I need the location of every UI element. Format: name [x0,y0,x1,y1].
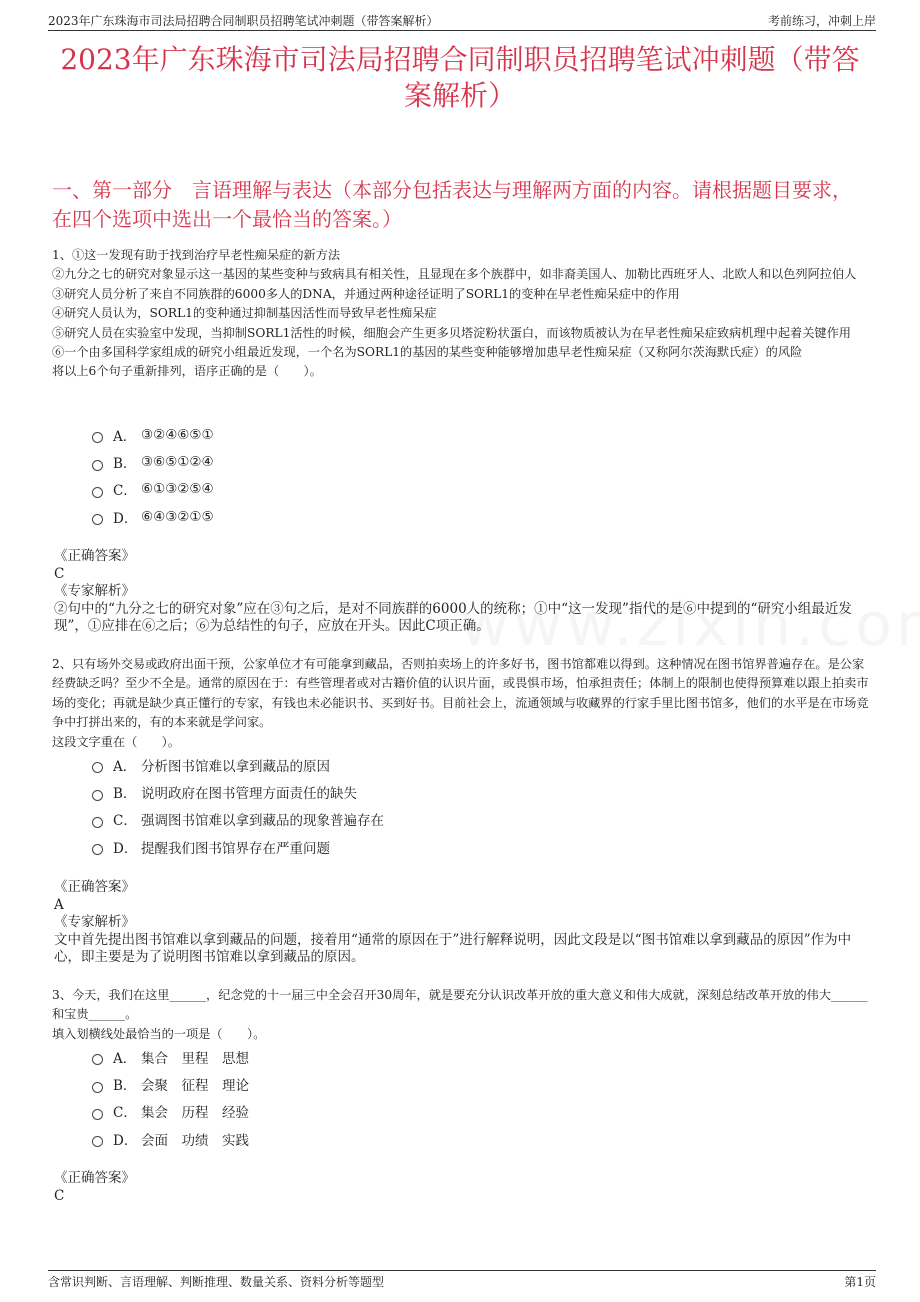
header-doc-title: 2023年广东珠海市司法局招聘合同制职员招聘笔试冲刺题（带答案解析） [48,14,439,28]
question-line: ③研究人员分析了来自不同族群的6000多人的DNA，并通过两种途径证明了SORL1的变种在早老性痴呆症中的作用 [52,286,680,301]
analysis-label: 《专家解析》 [54,914,135,931]
question-1-answer [54,548,872,636]
answer-label: 《正确答案》 [54,548,135,564]
question-line: 2、只有场外交易或政府出面干预，公家单位才有可能拿到藏品，否则拍卖场上的许多好书，图书馆都难以得到。这种情况在图书馆界普遍存在。是公家经费缺乏吗？至少不全是。通常的原因在于：有些管理者或对古籍价值的认识片面，或畏惧市场，怕承担责任；体制上的限制也使得预算难以跟上拍卖市场的变化；再就是缺少真正懂行的专家，有钱也未必能识书、买到好书。目前社会上，流通领域与收藏界的行家手里比图书馆多，他们的水平是在市场竞争中打拼出来的，有的本来就是学问家。 [52,657,869,730]
option-a[interactable]: A． ③②④⑥⑤① [92,421,214,448]
question-line: 将以上6个句子重新排列，语序正确的是（ ）。 [52,364,322,379]
option-b[interactable]: B． 会聚 征程 理论 [92,1070,249,1097]
option-a[interactable]: A． 集合 里程 思想 [92,1043,249,1070]
question-line: 这段文字重在（ ）。 [52,734,180,749]
section-heading: 一、第一部分 言语理解与表达（本部分包括表达与理解两方面的内容。请根据题目要求，在四个选项中选出一个最恰当的答案。） [52,178,852,231]
radio-icon[interactable] [92,460,103,471]
page-header [48,10,876,31]
radio-icon[interactable] [92,432,103,443]
analysis-text: ②句中的“九分之七的研究对象”应在③句之后，是对不同族群的6000人的统称；①中“这一发现”指代的是⑥中提到的“研究小组最近发现”，①应排在⑥之后；⑥为总结性的句子，应放在开头。因此C项正确。 [54,600,852,635]
option-c[interactable]: C． 集会 历程 经验 [92,1098,249,1125]
radio-icon[interactable] [92,1082,103,1093]
answer-label: 《正确答案》 [54,879,135,895]
option-d[interactable]: D． 会面 功绩 实践 [92,1125,249,1152]
question-line: 3、今天，我们在这里______，纪念党的十一届三中全会召开30周年，就是要充分认识改革开放的重大意义和伟大成就，深刻总结改革开放的伟大______和宝贵______。 [52,988,868,1022]
question-line: ④研究人员认为，SORL1的变种通过抑制基因活性而导致早老性痴呆症 [52,306,437,321]
option-d[interactable]: D． ⑥④③②①⑤ [92,503,214,530]
radio-icon[interactable] [92,844,103,855]
question-line: 1、①这一发现有助于找到治疗早老性痴呆症的新方法 [52,248,341,262]
option-d[interactable]: D． 提醒我们图书馆界存在严重问题 [92,833,384,860]
question-line: ②九分之七的研究对象显示这一基因的某些变种与致病具有相关性，且显现在多个族群中，如非裔美国人、加勒比西班牙人、北欧人和以色列阿拉伯人 [52,267,857,282]
radio-icon[interactable] [92,1054,103,1065]
page-number: 第1页 [844,1275,876,1289]
question-1-stem [52,246,872,382]
answer-label: 《正确答案》 [54,1170,135,1186]
option-b[interactable]: B． 说明政府在图书管理方面责任的缺失 [92,778,384,805]
question-3-stem [52,986,872,1044]
answer-value: A [54,896,64,913]
page-title: 2023年广东珠海市司法局招聘合同制职员招聘笔试冲刺题（带答案解析） [60,43,860,112]
radio-icon[interactable] [92,487,103,498]
option-a[interactable]: A． 分析图书馆难以拿到藏品的原因 [92,751,384,778]
radio-icon[interactable] [92,817,103,828]
footer-note: 含常识判断、言语理解、判断推理、数量关系、资料分析等题型 [48,1275,385,1289]
analysis-text: 文中首先提出图书馆难以拿到藏品的问题，接着用“通常的原因在于”进行解释说明，因此文段是以“图书馆难以拿到藏品的原因”作为中心，即主要是为了说明图书馆难以拿到藏品的原因。 [54,931,852,966]
answer-value: C [54,1187,65,1204]
option-c[interactable]: C． 强调图书馆难以拿到藏品的现象普遍存在 [92,806,384,833]
question-2-options [92,751,384,861]
radio-icon[interactable] [92,1136,103,1147]
question-3-answer [54,1170,872,1205]
option-b[interactable]: B． ③⑥⑤①②④ [92,448,214,475]
analysis-label: 《专家解析》 [54,583,135,600]
header-slogan: 考前练习，冲刺上岸 [767,14,876,28]
radio-icon[interactable] [92,1109,103,1120]
question-2-answer [54,879,872,967]
question-line: ⑤研究人员在实验室中发现，当抑制SORL1活性的时候，细胞会产生更多贝塔淀粉状蛋白，而该物质被认为在早老性痴呆症致病机理中起着关键作用 [52,325,851,340]
radio-icon[interactable] [92,790,103,801]
radio-icon[interactable] [92,514,103,525]
question-line: ⑥一个由多国科学家组成的研究小组最近发现，一个名为SORL1的基因的某些变种能够增加患早老性痴呆症（又称阿尔茨海默氏症）的风险 [52,345,803,360]
question-3-options [92,1043,249,1153]
question-1-options [92,421,214,531]
answer-value: C [54,565,65,582]
option-c[interactable]: C． ⑥①③②⑤④ [92,476,214,503]
question-2-stem [52,655,872,752]
question-line: 填入划横线处最恰当的一项是（ ）。 [52,1026,266,1041]
radio-icon[interactable] [92,762,103,773]
page-footer [48,1270,876,1291]
